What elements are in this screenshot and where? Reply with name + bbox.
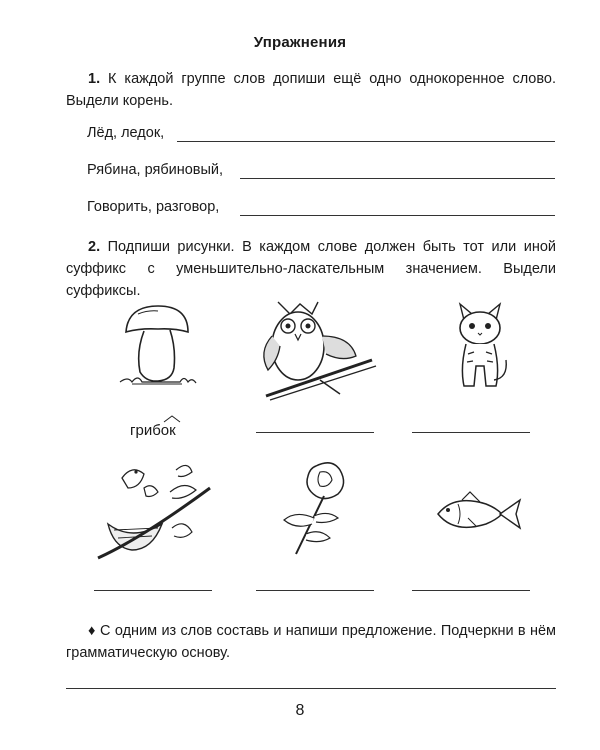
owl-icon: [260, 296, 380, 406]
mushroom-icon: [118, 302, 198, 392]
rose-icon: [276, 458, 366, 558]
bird-nest-icon: [92, 458, 212, 568]
picture-1-caption: грибок: [130, 422, 176, 439]
exercise-2-text: Подпиши рисунки. В каждом слове должен быть тот или иной суффикс с уменьшительно-ласкательным значением. Выдели суффиксы.: [66, 239, 556, 299]
suffix-arc-icon: [163, 415, 181, 423]
answer-line-1[interactable]: [177, 141, 555, 142]
exercise-1-number: 1.: [88, 71, 101, 87]
picture-2-answer-line[interactable]: [256, 432, 374, 433]
exercise-1-instruction: [66, 68, 556, 112]
picture-5-answer-line[interactable]: [256, 590, 374, 591]
fish-icon: [434, 490, 524, 538]
exercise-2-number: 2.: [88, 239, 101, 255]
picture-6-answer-line[interactable]: [412, 590, 530, 591]
exercise-2-instruction: [66, 236, 556, 302]
word-group-2: Рябина, рябиновый,: [87, 162, 224, 178]
bullet-icon: ♦: [88, 623, 96, 639]
answer-line-3[interactable]: [240, 215, 555, 216]
word-group-3: Говорить, разговор,: [87, 199, 220, 215]
picture-3-answer-line[interactable]: [412, 432, 530, 433]
page-number: 8: [295, 702, 305, 719]
exercise-1-text: К каждой группе слов допиши ещё одно однокоренное слово. Выдели корень.: [66, 71, 557, 109]
kitten-icon: [450, 300, 510, 392]
exercise-3-text: С одним из слов составь и напиши предложение. Подчеркни в нём грамматическую основу.: [66, 623, 556, 661]
word-group-1: Лёд, ледок,: [87, 125, 165, 141]
picture-4-answer-line[interactable]: [94, 590, 212, 591]
page-title: Упражнения: [253, 34, 347, 51]
sentence-answer-line[interactable]: [66, 688, 556, 689]
exercise-3-instruction: [66, 620, 556, 664]
answer-line-2[interactable]: [240, 178, 555, 179]
